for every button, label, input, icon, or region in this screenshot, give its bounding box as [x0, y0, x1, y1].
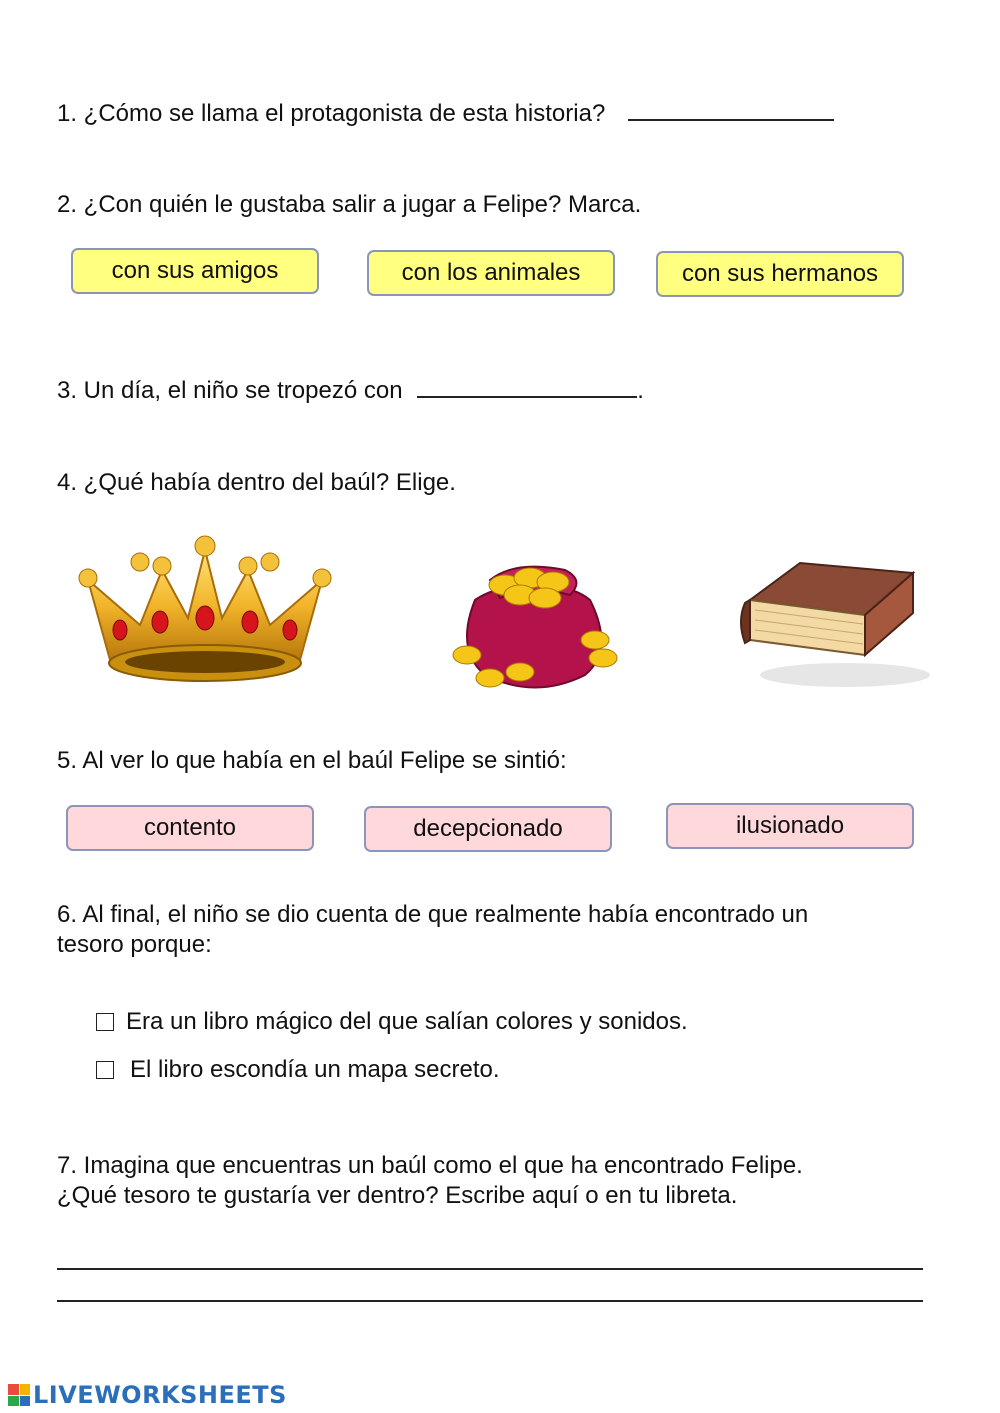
answer-line-2[interactable] [57, 1300, 923, 1302]
question-6-line1: 6. Al final, el niño se dio cuenta de que realmente había encontrado un [57, 901, 809, 928]
option-con-los-animales[interactable]: con los animales [367, 250, 615, 296]
question-4: 4. ¿Qué había dentro del baúl? Elige. [57, 469, 456, 496]
liveworksheets-logo [8, 1381, 287, 1409]
option-ilusionado[interactable]: ilusionado [666, 803, 914, 849]
q6-option-1 [96, 1007, 688, 1037]
option-contento[interactable]: contento [66, 805, 314, 851]
answer-line-1[interactable] [57, 1268, 923, 1270]
answer-blank-1[interactable] [628, 97, 834, 121]
q6-option-1-label: Era un libro mágico del que salían colores y sonidos. [126, 1008, 688, 1035]
coin-bag-icon[interactable] [445, 540, 625, 700]
checkbox-2[interactable] [96, 1061, 114, 1079]
q6-option-2 [96, 1055, 500, 1085]
question-6-line2: tesoro porque: [57, 931, 212, 958]
option-con-sus-hermanos[interactable]: con sus hermanos [656, 251, 904, 297]
question-5: 5. Al ver lo que había en el baúl Felipe se sintió: [57, 747, 567, 774]
logo-text: LIVEWORKSHEETS [33, 1381, 287, 1409]
option-decepcionado[interactable]: decepcionado [364, 806, 612, 852]
checkbox-1[interactable] [96, 1013, 114, 1031]
question-3-text: 3. Un día, el niño se tropezó con [57, 377, 403, 404]
question-1 [57, 97, 834, 129]
logo-mark-icon [8, 1384, 30, 1406]
question-3-period: . [637, 377, 644, 404]
crown-icon[interactable] [70, 530, 340, 695]
question-3 [57, 374, 644, 406]
question-1-text: 1. ¿Cómo se llama el protagonista de esta historia? [57, 100, 606, 127]
answer-blank-3[interactable] [417, 374, 637, 398]
q6-option-2-label: El libro escondía un mapa secreto. [130, 1056, 500, 1083]
question-2: 2. ¿Con quién le gustaba salir a jugar a Felipe? Marca. [57, 191, 642, 218]
book-icon[interactable] [735, 555, 935, 695]
option-con-sus-amigos[interactable]: con sus amigos [71, 248, 319, 294]
question-7-line2: ¿Qué tesoro te gustaría ver dentro? Escribe aquí o en tu libreta. [57, 1182, 738, 1209]
question-7-line1: 7. Imagina que encuentras un baúl como el que ha encontrado Felipe. [57, 1152, 803, 1179]
